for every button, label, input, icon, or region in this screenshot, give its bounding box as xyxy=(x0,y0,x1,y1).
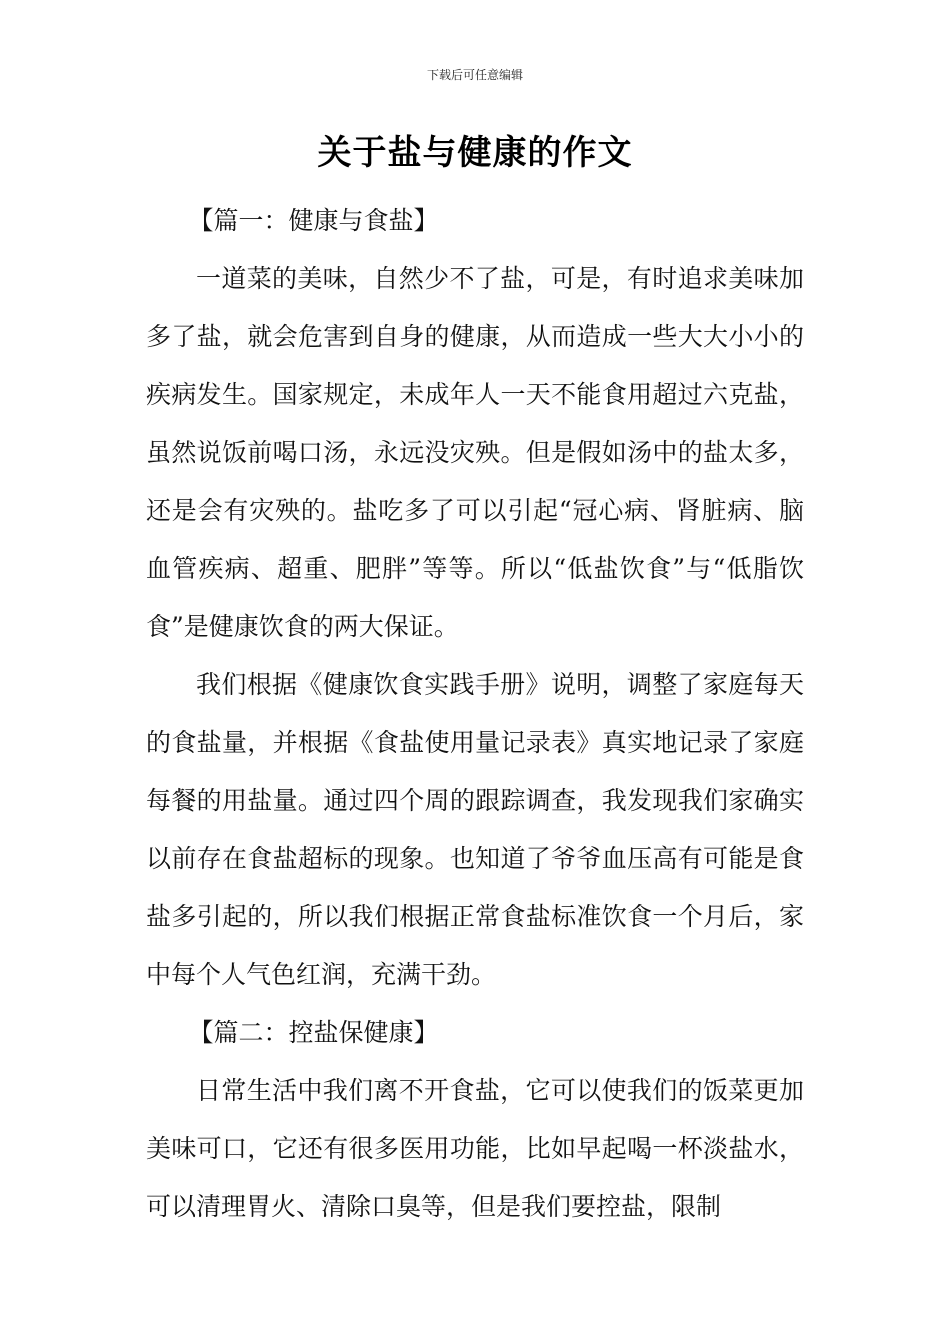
header-note: 下载后可任意编辑 xyxy=(426,68,523,82)
section-heading-2: 【篇二：控盐保健康】 xyxy=(188,1018,439,1047)
section-heading-1: 【篇一：健康与食盐】 xyxy=(188,206,439,235)
section-1-paragraph-1: 一道菜的美味，自然少不了盐，可是，有时追求美味加多了盐，就会危害到自身的健康，从而造成一些大大小小的疾病发生。国家规定，未成年人一天不能食用超过六克盐，虽然说饭前喝口汤，永远没灾殃。但是假如汤中的盐太多，还是会有灾殃的。盐吃多了可以引起“冠心病、肾脏病、脑血管疾病、超重、肥胖”等等。所以“低盐饮食”与“低脂饮食”是健康饮食的两大保证。 xyxy=(146,264,804,641)
section-2-paragraph-1: 日常生活中我们离不开食盐，它可以使我们的饭菜更加美味可口，它还有很多医用功能，比如早起喝一杯淡盐水，可以清理胃火、清除口臭等，但是我们要控盐，限制 xyxy=(146,1076,804,1221)
document-title: 关于盐与健康的作文 xyxy=(317,133,633,173)
section-1-paragraph-2: 我们根据《健康饮食实践手册》说明，调整了家庭每天的食盐量，并根据《食盐使用量记录表》真实地记录了家庭每餐的用盐量。通过四个周的跟踪调查，我发现我们家确实以前存在食盐超标的现象。也知道了爷爷血压高有可能是食盐多引起的，所以我们根据正常食盐标准饮食一个月后，家中每个人气色红润，充满干劲。 xyxy=(146,670,804,989)
document-body xyxy=(146,192,804,1236)
